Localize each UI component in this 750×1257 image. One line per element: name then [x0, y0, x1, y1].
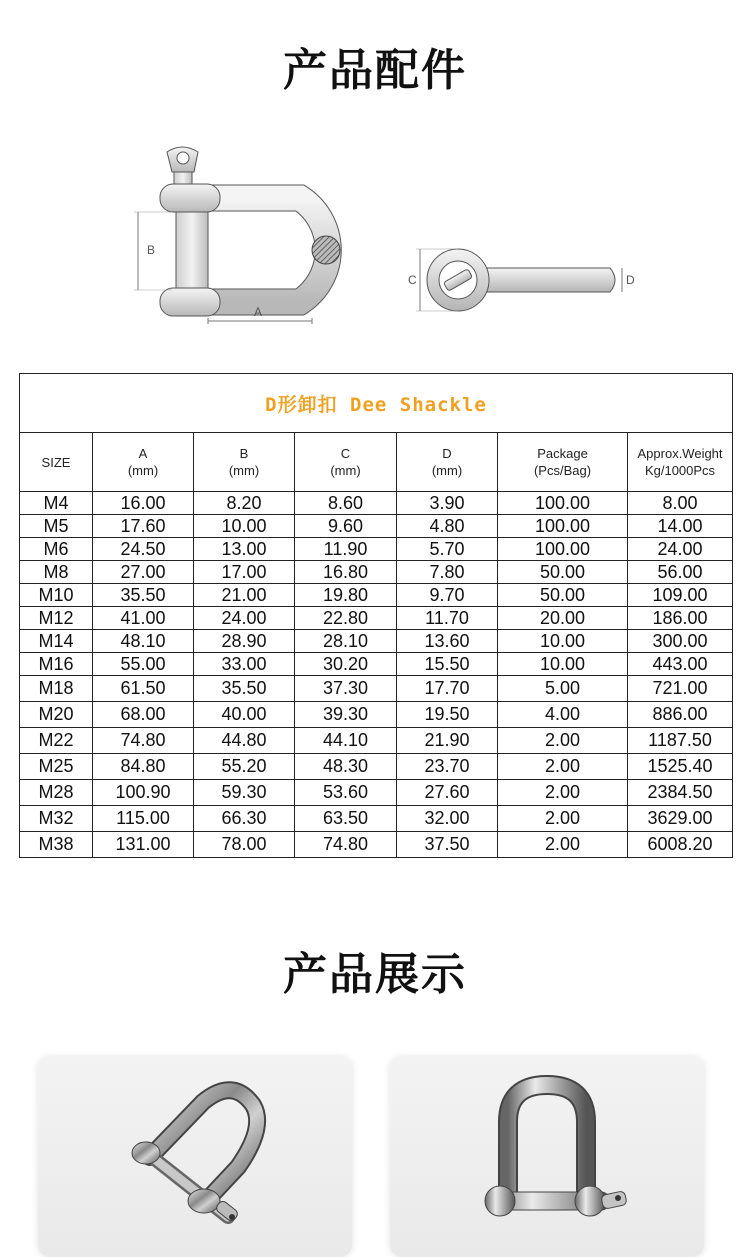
table-row	[20, 515, 733, 538]
header-unit: (mm)	[228, 463, 260, 478]
table-cell: 55.00	[93, 653, 194, 676]
table-cell: 9.60	[295, 515, 397, 538]
table-cell: 39.30	[295, 702, 397, 728]
table-header-cell	[194, 433, 295, 492]
header-unit: (mm)	[431, 463, 463, 478]
table-cell: 28.10	[295, 630, 397, 653]
dimension-label-b: B	[147, 243, 156, 257]
table-cell: 66.30	[194, 806, 295, 832]
table-cell: 3629.00	[628, 806, 733, 832]
table-row	[20, 728, 733, 754]
table-row	[20, 538, 733, 561]
table-cell: 186.00	[628, 607, 733, 630]
table-row	[20, 702, 733, 728]
table-cell: 16.80	[295, 561, 397, 584]
table-cell: 24.00	[628, 538, 733, 561]
table-cell: M10	[20, 584, 93, 607]
table-cell: 84.80	[93, 754, 194, 780]
table-cell: 35.50	[194, 676, 295, 702]
table-cell: 16.00	[93, 492, 194, 515]
header-label: C	[340, 446, 351, 461]
table-header-cell	[498, 433, 628, 492]
table-cell: 74.80	[295, 832, 397, 858]
table-cell: 2.00	[498, 806, 628, 832]
table-cell: M5	[20, 515, 93, 538]
table-cell: 8.20	[194, 492, 295, 515]
table-cell: 19.50	[397, 702, 498, 728]
table-cell: 4.00	[498, 702, 628, 728]
table-cell: 33.00	[194, 653, 295, 676]
header-unit: (mm)	[330, 463, 361, 478]
table-cell: 61.50	[93, 676, 194, 702]
section-heading-display: 产品展示	[283, 949, 467, 1000]
table-cell: 115.00	[93, 806, 194, 832]
table-cell: 63.50	[295, 806, 397, 832]
table-cell: 5.00	[498, 676, 628, 702]
table-row	[20, 780, 733, 806]
table-cell: 53.60	[295, 780, 397, 806]
table-cell: M32	[20, 806, 93, 832]
table-cell: 17.70	[397, 676, 498, 702]
table-cell: M14	[20, 630, 93, 653]
table-cell: M22	[20, 728, 93, 754]
header-label: SIZE	[41, 454, 71, 470]
section-heading-accessories: 产品配件	[283, 45, 467, 96]
table-cell: 109.00	[628, 584, 733, 607]
header-label: Approx.Weight	[637, 446, 723, 461]
spec-table	[19, 373, 733, 858]
table-cell: 21.00	[194, 584, 295, 607]
table-cell: 59.30	[194, 780, 295, 806]
header-label: D	[442, 446, 452, 461]
table-cell: 78.00	[194, 832, 295, 858]
table-cell: 1525.40	[628, 754, 733, 780]
table-cell: 32.00	[397, 806, 498, 832]
table-cell: 443.00	[628, 653, 733, 676]
table-cell: 11.70	[397, 607, 498, 630]
table-row	[20, 832, 733, 858]
table-cell: 50.00	[498, 561, 628, 584]
table-cell: M18	[20, 676, 93, 702]
header-unit: (Pcs/Bag)	[533, 463, 592, 478]
table-header-cell	[93, 433, 194, 492]
table-cell: 10.00	[194, 515, 295, 538]
table-body	[20, 492, 733, 858]
table-cell: 8.00	[628, 492, 733, 515]
table-cell: M16	[20, 653, 93, 676]
table-cell: 27.60	[397, 780, 498, 806]
table-cell: 23.70	[397, 754, 498, 780]
product-photo-2	[390, 1057, 704, 1257]
table-cell: 2.00	[498, 728, 628, 754]
table-header-cell	[20, 433, 93, 492]
table-cell: 22.80	[295, 607, 397, 630]
product-photo-1	[38, 1057, 352, 1257]
table-cell: 40.00	[194, 702, 295, 728]
table-cell: 1187.50	[628, 728, 733, 754]
table-row	[20, 806, 733, 832]
table-cell: 100.00	[498, 538, 628, 561]
header-label: B	[239, 446, 249, 461]
table-cell: 10.00	[498, 653, 628, 676]
table-cell: M38	[20, 832, 93, 858]
table-row	[20, 561, 733, 584]
table-title: D形卸扣 Dee Shackle	[20, 374, 733, 433]
table-row	[20, 584, 733, 607]
table-cell: 8.60	[295, 492, 397, 515]
table-cell: 10.00	[498, 630, 628, 653]
table-cell: 55.20	[194, 754, 295, 780]
table-cell: 24.50	[93, 538, 194, 561]
table-cell: 27.00	[93, 561, 194, 584]
header-unit: (mm)	[127, 463, 159, 478]
table-row	[20, 754, 733, 780]
table-header-cell	[397, 433, 498, 492]
table-cell: 14.00	[628, 515, 733, 538]
table-cell: M8	[20, 561, 93, 584]
table-cell: 44.80	[194, 728, 295, 754]
table-cell: 41.00	[93, 607, 194, 630]
header-unit: Kg/1000Pcs	[644, 463, 716, 478]
table-cell: 886.00	[628, 702, 733, 728]
table-cell: 13.60	[397, 630, 498, 653]
table-cell: 48.10	[93, 630, 194, 653]
table-header-cell	[628, 433, 733, 492]
table-cell: 68.00	[93, 702, 194, 728]
table-cell: 3.90	[397, 492, 498, 515]
table-cell: 37.50	[397, 832, 498, 858]
table-row	[20, 607, 733, 630]
table-cell: M6	[20, 538, 93, 561]
header-label: Package	[537, 446, 588, 461]
table-header-row	[20, 433, 733, 492]
table-cell: 131.00	[93, 832, 194, 858]
table-cell: 6008.20	[628, 832, 733, 858]
table-row	[20, 676, 733, 702]
table-cell: M4	[20, 492, 93, 515]
table-cell: 44.10	[295, 728, 397, 754]
table-cell: 2.00	[498, 754, 628, 780]
table-cell: M25	[20, 754, 93, 780]
shackle-side-diagram	[120, 140, 360, 329]
table-cell: 4.80	[397, 515, 498, 538]
table-cell: 7.80	[397, 561, 498, 584]
table-row	[20, 653, 733, 676]
table-cell: 30.20	[295, 653, 397, 676]
table-cell: 56.00	[628, 561, 733, 584]
table-cell: 35.50	[93, 584, 194, 607]
table-header-cell	[295, 433, 397, 492]
table-cell: 100.90	[93, 780, 194, 806]
dimension-label-c: C	[408, 273, 417, 287]
table-cell: 48.30	[295, 754, 397, 780]
table-cell: 5.70	[397, 538, 498, 561]
table-cell: 74.80	[93, 728, 194, 754]
table-cell: M20	[20, 702, 93, 728]
table-cell: 2.00	[498, 832, 628, 858]
shackle-pin-diagram	[400, 238, 640, 327]
table-cell: 17.60	[93, 515, 194, 538]
header-label: A	[138, 446, 148, 461]
table-cell: M12	[20, 607, 93, 630]
table-cell: 2.00	[498, 780, 628, 806]
dimension-label-a: A	[254, 305, 263, 319]
table-cell: 13.00	[194, 538, 295, 561]
table-cell: 100.00	[498, 492, 628, 515]
table-row	[20, 492, 733, 515]
table-cell: 9.70	[397, 584, 498, 607]
table-row	[20, 630, 733, 653]
table-cell: 2384.50	[628, 780, 733, 806]
table-cell: 100.00	[498, 515, 628, 538]
table-cell: 300.00	[628, 630, 733, 653]
table-cell: 15.50	[397, 653, 498, 676]
table-cell: 11.90	[295, 538, 397, 561]
table-cell: 28.90	[194, 630, 295, 653]
table-cell: 17.00	[194, 561, 295, 584]
table-cell: 20.00	[498, 607, 628, 630]
table-cell: 50.00	[498, 584, 628, 607]
table-cell: 21.90	[397, 728, 498, 754]
table-cell: 24.00	[194, 607, 295, 630]
table-cell: 37.30	[295, 676, 397, 702]
table-cell: M28	[20, 780, 93, 806]
dimension-label-d: D	[626, 273, 635, 287]
table-cell: 721.00	[628, 676, 733, 702]
table-cell: 19.80	[295, 584, 397, 607]
